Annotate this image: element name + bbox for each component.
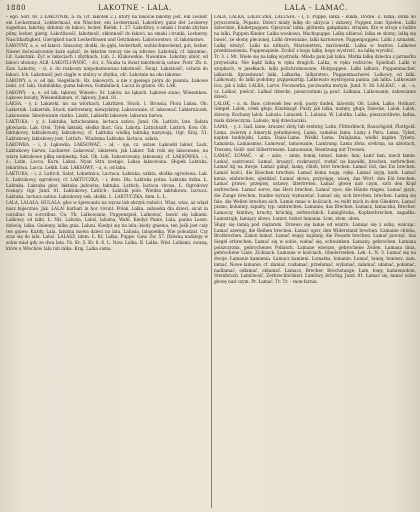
dictionary-entry: ŁAKOTNY, a, e, od łakoci. Smaczny, słodki, do gębi, leckerhaft, wohlschmeckend, gut, lecker. Nawet doświadczenie każe sądzić, że łakotne rzeczy nie są zdrowe. Łakotnik, cf. łakomiec. Lit. Łakotnik. Żyć w łakociach i zbytkach; Lub. 2. Klukowskie, Nawalnie. Łakotny ubiór, od łakoci ułożony. ALB. ŁAKOTLI-WOŚĆ, - ści, ż. Nauka ta świat łakotnością ustaw. Piotr. Zb. n. Zaw. Łakotny, – ci, ż. do rozkoszy niepohamowana łakotność. Świąt. Łakotność, ochota do łakoci. Ich. Łakotność jest ciągle w stolicy w zbytku, ofc. Łakotnie na oko łakome. [6,43,208,78]
dictionary-entry: ŁAMAĆ, ŁOMAĆ, – ał, – anie, – amie, łomię, łomać, łamie, łam; Łam! łam, niech łamie. Łamać, szatrować. Łamać, kruszyć, rozkruszyć, rozbić na kawałki, brechen, zerbrechen. Łamać kij na dwoje. Łamać gałąź, laskę, chleb, brot brechen. Łamać lód, das Eis brechen. Łamać kości, die Knochen brechen. Łamać komu nogę, rękę. Łamać szyję, kark. Łamać konia, einbrechen, ujeżdżać. Łamać słowo, przysięgę, wiarę, das Wort, den Eid brechen. Łamać prawo, przepisy, ustawy, übertreten. Łamać głowę nad czym, sich den Kopf zerbrechen. Łamać serce, das Herz brechen. Łamać ręce, die Hände ringen. Łamać język, die Zunge brechen, trudne wyrazy wymawiać. Łamać się, sich brechen, brechen. Łamią się fale, die Wellen brechen sich. Łamie mnie w kościach, es reißt mich in den Gliedern. Łamać pismo, kolumny, szpalty, typ. umbrechen. Łamanie, das Brechen. Łamacz, łamaczka, Brecher. Łamaczy, łamliwy, kruchy, brüchig, zerbrechlich. Łamigłówka, Kopfzerbrechen, zagadka. Łamistrajk, łamiący słowo. Łomot, łoskot łamania. Łom, złom, ułom. [214,153,416,222]
page-number: 1880 [6,4,27,12]
left-running-title: LAKOTNE - LALA. [98,4,172,12]
dictionary-entry: Słupy się łamią pod ciężarem. Drzewo się łamie od wiatru. Łamiąc się z sobą, walcząc. Łamać szeregi, die Reihen brechen. Łamać opór, den Widerstand brechen. Łamanie chleba, Brotbrechen. Zakon łamać. Łamać więzy, kajdany, die Fesseln brechen. Łamać pieczęć, das Siegel erbrechen. Łamać się w sobie, wahać się, schwanken. Łamany, gebrochen. Łamana polszczyzna, gebrochenes Polnisch. Łamane wiersze, gebrochene Zeilen. Łamana linia, gebrochene Linie, Zickzack. Łamanie w kościach, Gliederreißen. Lek. Ł. N. 3. Łamać się na dwoje. Łamanie kamienia. Łamacz kamieni. Łomatka, łomanie. Łomać, łomię, łomiesz, zam. łamać. Nowe łamanie, cf. złamać, rozłamać, przełamać, wyłamać, załamać, ułamać, połamać, nadłamać, odłamać, obłamać. Łamacz, Brecher, Brechstange. Łam, łomy, kamieniołom, Steinbruch. Łamliwość, Zerbrechlichkeit. Łamliwy, brüchig. Jund. 81. Łamać się, łamać sobie głowę nad czym. Pr. Łamać. Tr. Tr. – mon-farnia. [214,222,416,286]
column-divider [211,14,212,508]
running-head [0,4,420,14]
dictionary-entry: LAKTUKA, – i, ż. Lattich, Salat, Łokietnica, Lactuca. Łaktuka, sałata, słodka ogrodowa. Lak. Ł. Łaktukowy, ogrodowy, cf. LAKTUCZKA, – i, dem. Dla. Łaktuka polna. Łaktuka dzika. Ł. Łaktuka. Łaktuka giez, łaktuka jadowita, łaktuka. Lattich, lactuca virosa. Ł. Ogrodowy rosnący. Ogr. Jund. 81. Łaktukowy. Lattich-. Łaktuki pole. Wiedza łaktukowa, lactuca. Łaktuka, lactuca sativa. Łaktukowy sok, słodki. L. LAKTUCZKA, dem. Ł. Ł. [6,172,208,201]
dictionary-entry: LALA, LALAŁA, HULALA, głos w śpiewaniu na wyraz lub okrzyk radości. Wlaz, wlaz, aż wlazł nasz bajecznie. Jak. LALA! barbari in hoc vivunt. Polak. Lalka, zabawka dla dzieci, sicut in carnibus in sororibus. Cn. Th. Lalkowanie, Puppenspiel. Lalkować, bawić się lalkami. Lalkowy, od lalki. Ł. Niż. Lalusia, Laluś, laluśna, Wahl. Kiedyż Panie, Lala, panna Lasze, dziecię, lalka. Gnienny, lalka gnia. Laluni. Kiedyż się na lalu; kiedy gniewa, ten Jeśli jest cały ten gniew. Każdy. Lala, laluśna mowa dzieci na lalu. Lalusia, lalusieńka. Wie pobudzał. Czy zraz się do lalu. Laluś. LALASZ, ldem. Ł. Kr. Lalka, Puppe. Gaw. Żw. 57. Dziwną nadzieję w sobie miał gdy ze dwa lata. Fz. Kr. 5. Kr. 6. 6. L. Naw. Lalka. B. Lalka. Wiel. Lalkami, zwaną, które u Włochów lalu lub lalka. Kraj. Lalka sama. [6,201,208,252]
dictionary-entry: ŁAKOWY, - a, e, od łak, łąkowy, Wiesen-; Sr. Laków, na łąkach. Łąkowe siano, Wiesenheu. Łąkowe kwiaty, Wiesenblumen, cf. łąkowy. Jund. 81. [6,90,208,102]
dictionary-entry: ŁAKOWY, a, e, od łak. Siegellack-, Rz. łakowych, a nie z gęsiego pióra do pisania. Łakowe laski. (cf. lak). Gumilakka, guma łakowa, Gummilack, Lacca in granis. Ob. LAK. [6,78,208,90]
left-column [6,15,208,510]
dictionary-entry: – ego. Sołt. nv. 2 ŁAKOTNIK, a. m. (cf. łakotek 2.), który na łakocie łakomy jest, ein Lecker, ein Leckermaul, Lekkermaul, ein Näscher, ein Leckermaul. Łakotliwy ganz der Leckerey zugethan, łakotny, skłonny do łakoci, lecker. Bielsk. 1. 27. Łakotliwy, o smaki i trunki zbytnie pilny, lecker, gierig. Łakotliwość, łakotność, skłonność do łakoci, na smaki i trunki, Leckerey, Naschhaftigkeit, Gierigkeit nach Leckerbissen und Getränken. Łakotowstwo, cf. łakomstwo. [6,15,208,43]
dictionary-entry: ŁAKOWKA, – i, ż. Łąkowka. LAKSOWAĆ, – ał, – uje, cz. ustaw. Łąkowki lakier, Lack, Łaktukowy barwa, Lackierer. Laksować, lakierem, jak Lakier. Tak robi się laksowane, na wiarę laktukowe piłką niebieską. Suk. Ob. Lak. Łaksorowany, lakowany, cf. LAKSÓWKA, – i, ż.; Latin, Lacca. Kurn. Laksa. Nyan Stru zostaje, Laksa łaksowana. Słupek Laktuka, lekarstwa, Lacca. Lektk. Lak. LAKSOWY, – a, e, od łaku. [6,143,208,172]
dictionary-entry: LAKTUKA, - y, ż. Łaktuka, lattichsamen, lactuca sativa. Jund. Ob. Lattich, lato. Sałata głowiasta. Lak. Orol. Tyłek laktuki, słodko fluct. Gra. Lakota. Lattichsaft, Lattich. Kow. Ob. łaktukowy, łaktukowaty, łaktukowy, cf. Łaktuka wielką laktuką nazywają. Ogr. Kraj. 51. Łaktukowy, laktukowy jest, Lattich-. Wiadoma Łaktuka: lactuca, sałata. [6,119,208,143]
right-running-title: LALA - LAMAĆ. [284,4,348,12]
right-column [214,15,416,510]
dictionary-entry: LAKSA, - y, ż. Lakierki, nic na wiórkach, Lakritzen. Stuck. 1. Brossia, Flora Laksa. Ob. Lakiernik. Lakiernik. Stuck, nieforemny, niewydatny. Laksowanie, cf. laksować. Lakierniczek, Lakowanie. Smołowanie statku. Liszki, Lakierki laksowe, laksowa barwa. [6,102,208,119]
dictionary-entry: Tr. 3. i. Mt. Wiele się na łalkę wystroiła. Młoda pani jak lalka. Matka lalkę dziecku z jarmarku przywiozła. Nie bądź lalką w ręku drugich. Lalka, w ręku rodziców, Spielball. Lalki w szopkach, w jasełkach; lalki polichromowane, Holzpuppen. Lalki lalkarz, Puppenmacher, lalkarski. Sprzedawać lalki. Lalkarka, lalkarstwo, Puppenmacherei. Lalkowy, od lalki. Lalkowaty, do lalki podobny, puppenartig. Lalkowato wystrojona panna, jak lalka. Lalkowate lica, jak u lalki. LALKA, Larve. Poczwarka, poczwarka motyla. Jund. 8. 36. ŁALKAĆ, – ał, – a, cz. Lalkać, pieścić. Lalkać dziecko, pieszczotami ją psuć. Łalkana. Lalkowanie, zabawianie dzieci. [214,55,416,101]
dictionary-entry: ŁAMA, – y, ż. Gall. lame, kruszec złoty lub srebrny, Lahn, Flitterblech, Rauschgold, Plattgold. Łama, zwierzę z Ameryki południowej, Lama, camelus lama. Łamy z Peru. Łama. Tybet, kapłan buddejski, Lama, Dalai-Lama. Wielki Łama. Dalajlama, wielki kapłan Tybetu. Łamaista, Lamaismus. Łamować, łamowanie, Lamirung. Łama złota, srebrna, na ubiorach, Tressen, Gold- und Silbertressen. Łamowanie, Besetzung mit Tressen. [214,124,416,153]
dictionary-entry: LALA, LALKA, LALECZKA, LALUSIA, – i, ż. Puppe, łalka – kukła, Docke. Z. łatka; łatka do pryszczenia, Popanz. Dzieci miały łalkę do ukrycia i zabawy, Puppen zum Spielen. Lalki dziecinne, Kinderpuppen. Opisywać lalka, płótnem, gałązkami, strojem. Kto w stroju o ludzie na lalki, Puppen Kinder. Lalka woskowa, Wachspuppe. Lalkę ubierać; lalka ze słomy; lalką się bawić, ze słomy plecionej. Lalki drewniane, lalki kartonowe, Pappenpuppen. Lalki z szmatek. Lalkę włożyć. Lalki na nitkach, Marionetten, marionetki. Lalka w teatrze. Lalkowe przedstawienia, Puppenspiele. Zrobić z kogo lalkę, kogo wystroić, na lalkę wyrobić. [214,15,416,55]
dictionary-entry: LALOK, – a, m. Baw, człowiek bez woli, pusty dudek, lalowaty. Ob. Lalek. Lalko, Hofnarr, Gimpel. Lalek, człek głupi, Kindskopf. Pusty jak lalka, nadęty, głupi; Dziecko, Lalok. Lalok, dziecię. Kochany lalok. Lalusia. Lalusiek. L. Lalusia. W. Lalutka. Lalka, pieszczotliwie, ładna, mała dziewczyna. Lalusio, mój dzieciaczku. [214,101,416,124]
